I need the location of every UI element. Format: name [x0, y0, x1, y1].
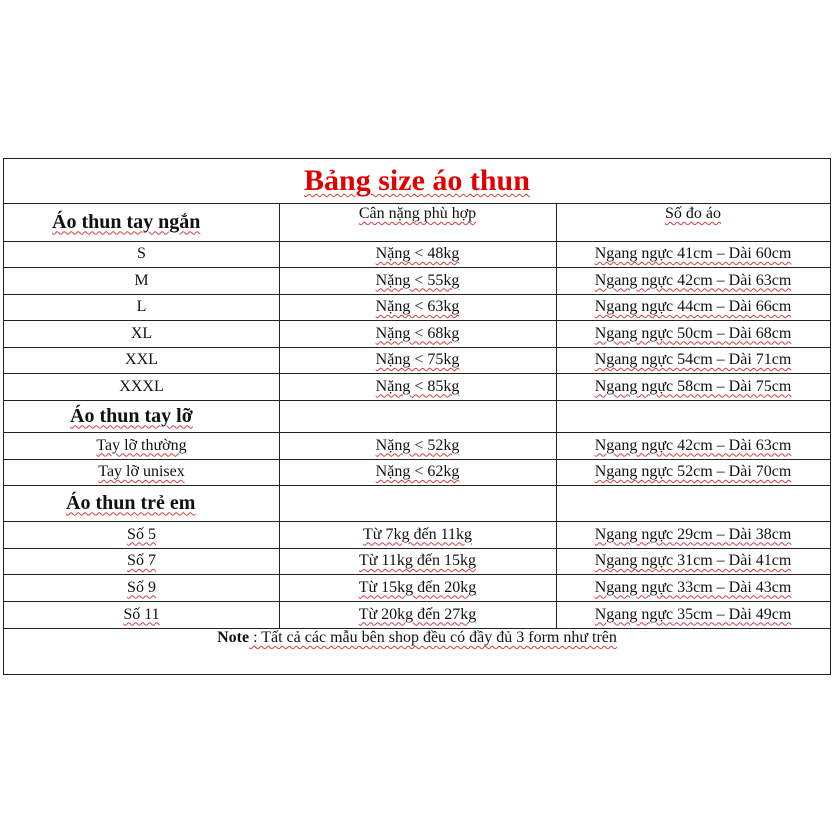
- size-cell: Số 7: [127, 552, 156, 569]
- size-cell: Tay lỡ thường: [96, 436, 187, 454]
- weight-cell: Nặng < 62kg: [375, 463, 460, 480]
- measure-cell: Ngang ngực 41cm – Dài 60cm: [594, 245, 792, 262]
- measure-cell: Ngang ngực 44cm – Dài 66cm: [594, 298, 792, 315]
- size-cell: XXXL: [119, 377, 164, 395]
- size-cell: Số 9: [127, 578, 156, 596]
- measure-cell: Ngang ngực 52cm – Dài 70cm: [594, 463, 792, 480]
- weight-cell: Nặng < 52kg: [375, 436, 460, 454]
- size-cell: S: [137, 245, 146, 262]
- weight-cell: Từ 11kg đến 15kg: [359, 552, 476, 569]
- measure-cell: Ngang ngực 58cm – Dài 75cm: [594, 377, 792, 395]
- weight-cell: Nặng < 48kg: [375, 245, 460, 262]
- section-short-sleeve: Áo thun tay ngắn: [52, 210, 201, 233]
- measure-cell: Ngang ngực 42cm – Dài 63cm: [594, 436, 792, 454]
- size-cell: L: [136, 298, 147, 315]
- weight-cell: Từ 20kg đến 27kg: [358, 605, 477, 623]
- note-label: Note: [217, 629, 250, 646]
- size-cell: Số 11: [123, 605, 160, 623]
- table-title: [4, 159, 830, 203]
- size-cell: XL: [130, 324, 153, 342]
- measure-cell: Ngang ngực 50cm – Dài 68cm: [594, 324, 792, 342]
- table-title-text: Bảng size áo thun: [304, 164, 530, 197]
- measure-cell: Ngang ngực 54cm – Dài 71cm: [594, 351, 792, 368]
- measure-cell: Ngang ngực 29cm – Dài 38cm: [594, 525, 792, 543]
- note-row: [4, 628, 830, 675]
- weight-cell: Nặng < 85kg: [375, 377, 460, 395]
- section-elbow-sleeve: Áo thun tay lỡ: [70, 404, 193, 427]
- weight-cell: Từ 15kg đến 20kg: [358, 578, 477, 596]
- size-cell: M: [134, 271, 149, 289]
- weight-cell: Từ 7kg đến 11kg: [363, 525, 472, 543]
- size-cell: Tay lỡ unisex: [98, 463, 185, 480]
- weight-cell: Nặng < 75kg: [375, 351, 460, 368]
- header-weight: Cân nặng phù hợp: [358, 205, 477, 222]
- header-measure: Số đo áo: [665, 205, 721, 222]
- note-text: : Tất cả các mẫu bên shop đều có đầy đủ 3 form như trên: [249, 629, 617, 646]
- weight-cell: Nặng < 68kg: [375, 324, 460, 342]
- measure-cell: Ngang ngực 42cm – Dài 63cm: [594, 271, 792, 289]
- size-cell: XXL: [125, 351, 158, 368]
- measure-cell: Ngang ngực 35cm – Dài 49cm: [594, 605, 792, 623]
- weight-cell: Nặng < 63kg: [375, 298, 460, 315]
- measure-cell: Ngang ngực 31cm – Dài 41cm: [594, 552, 792, 569]
- size-table: [3, 158, 831, 675]
- measure-cell: Ngang ngực 33cm – Dài 43cm: [594, 578, 792, 596]
- section-kids: Áo thun trẻ em: [66, 491, 196, 514]
- weight-cell: Nặng < 55kg: [375, 271, 460, 289]
- size-cell: Số 5: [127, 525, 156, 543]
